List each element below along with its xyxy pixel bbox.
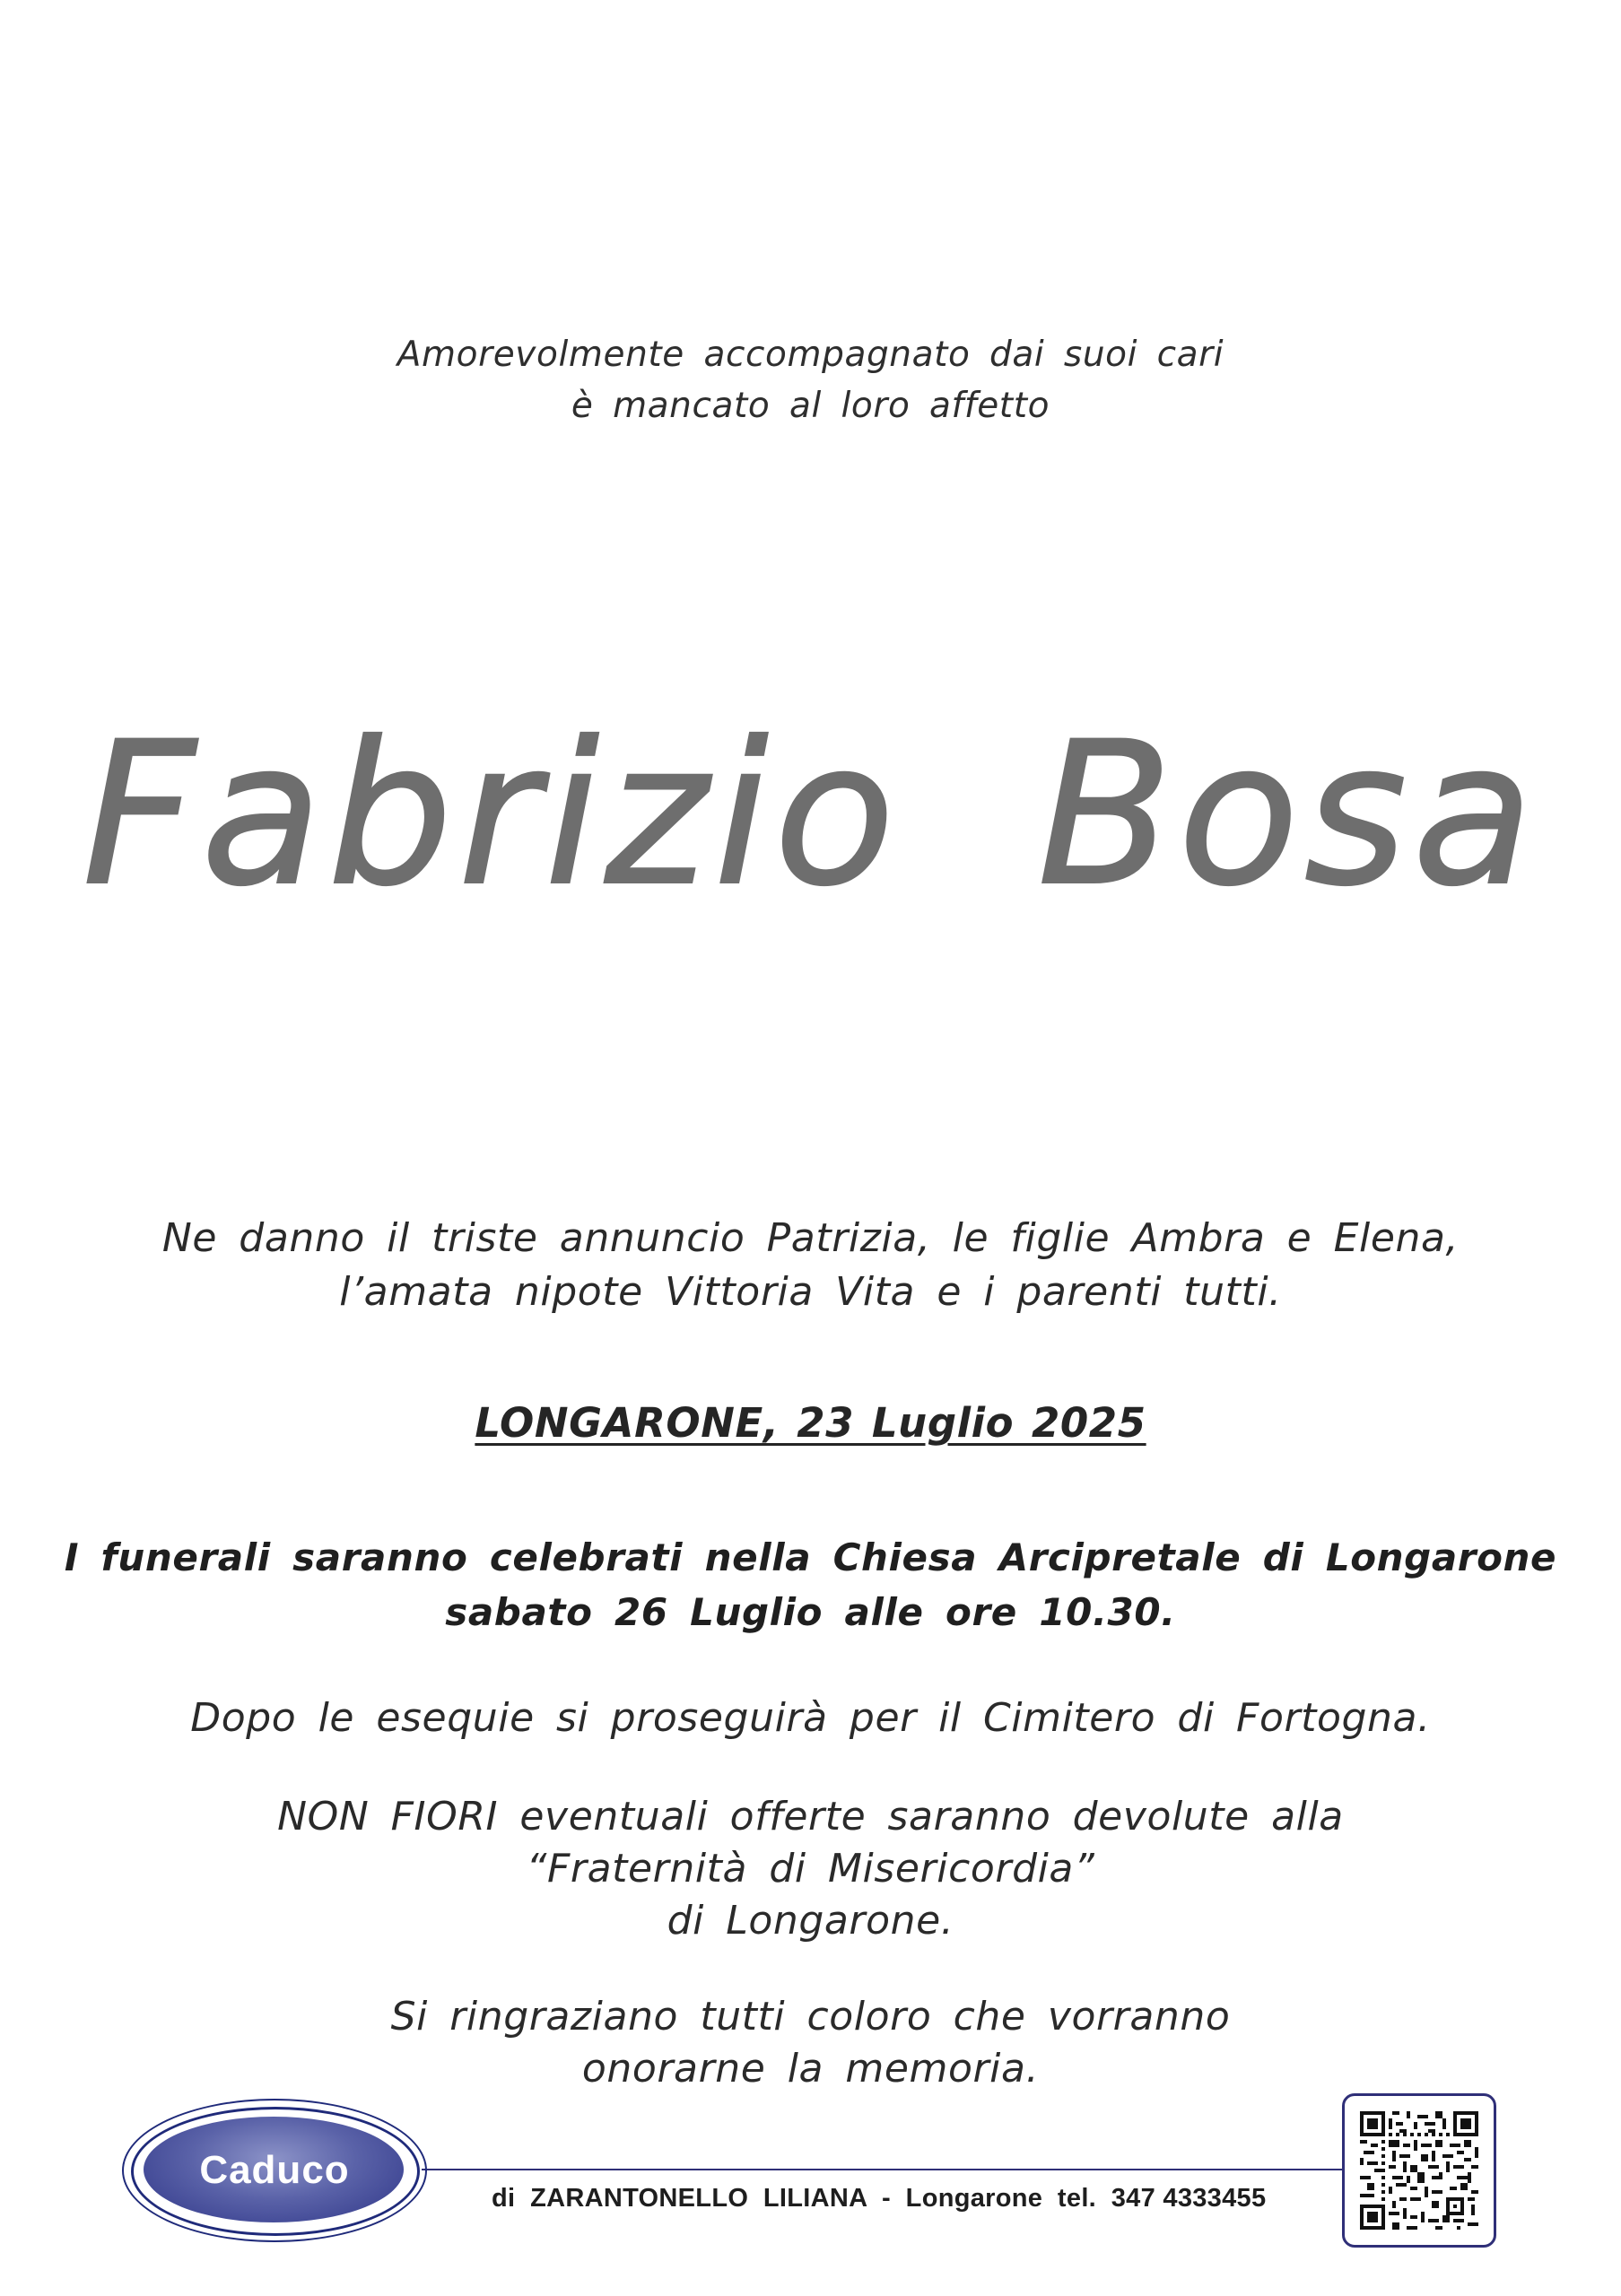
funeral-line-2: sabato 26 Luglio alle ore 10.30. <box>445 1590 1176 1634</box>
intro-line-1: Amorevolmente accompagnato dai suoi cari <box>397 335 1224 375</box>
announcement-line-1: Ne danno il triste annuncio Patrizia, le figlie Ambra e Elena, <box>161 1215 1460 1261</box>
footer-divider <box>422 2169 1344 2170</box>
caduco-logo <box>122 2099 427 2242</box>
logo-text: Caduco <box>199 2148 350 2192</box>
place-date: LONGARONE, 23 Luglio 2025 <box>475 1399 1146 1447</box>
qr-code-icon[interactable] <box>1360 2111 1478 2230</box>
thanks-line-1: Si ringraziano tutti coloro che vorranno <box>390 1994 1231 2039</box>
donation-line-2: “Fraternità di Misericordia” <box>526 1846 1095 1892</box>
qr-code-frame[interactable] <box>1342 2093 1496 2248</box>
donation-line-1: NON FIORI eventuali offerte saranno devolute alla <box>277 1794 1344 1839</box>
thanks-line-2: onorarne la memoria. <box>581 2046 1040 2092</box>
place-date-wrap <box>0 1399 1621 1447</box>
deceased-name: Fabrizio Bosa <box>82 700 1539 929</box>
funeral-home-info: di ZARANTONELLO LILIANA - Longarone tel. 347 4333455 <box>492 2184 1267 2213</box>
intro-line-2: è mancato al loro affetto <box>571 386 1050 426</box>
funeral-line-1: I funerali saranno celebrati nella Chiesa Arcipretale di Longarone <box>64 1535 1557 1579</box>
announcement-line-2: l’amata nipote Vittoria Vita e i parenti tutti. <box>339 1269 1282 1315</box>
donation-line-3: di Longarone. <box>667 1898 954 1944</box>
burial-line: Dopo le esequie si proseguirà per il Cimitero di Fortogna. <box>190 1695 1431 1741</box>
